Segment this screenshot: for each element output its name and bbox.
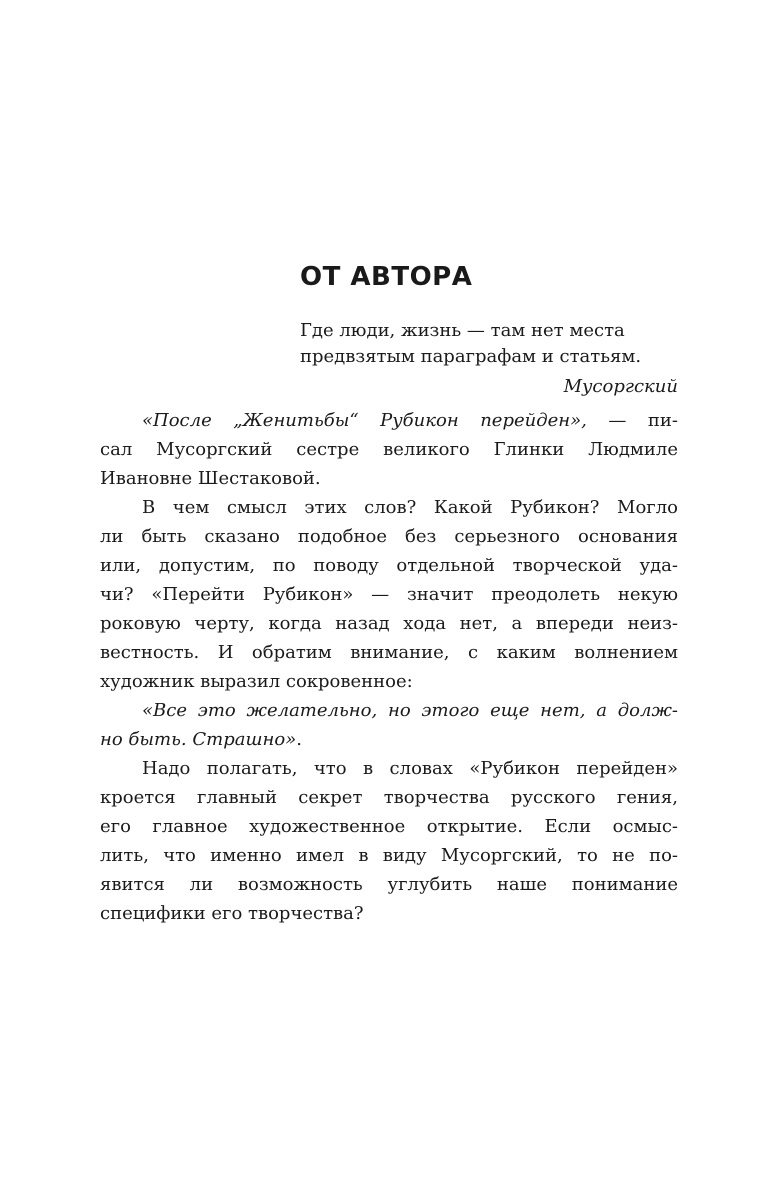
paragraph-line: его главное художественное открытие. Если осмыс- (100, 816, 678, 837)
paragraph-line (100, 406, 678, 435)
paragraph-line: ли быть сказано подобное без серьезного основания (100, 526, 678, 547)
paragraph-line: художник выразил сокровенное: (100, 671, 413, 692)
paragraph-line: Надо полагать, что в словах «Рубикон перейден» (142, 758, 678, 779)
chapter-heading: ОТ АВТОРА (300, 262, 473, 292)
quote-fragment: «После „Женитьбы“ Рубикон перейден», (142, 410, 587, 431)
paragraph-line: роковую черту, когда назад хода нет, а впереди неиз- (100, 613, 678, 634)
quote-fragment: но быть. Страшно» (100, 729, 297, 750)
paragraph-line: или, допустим, по поводу отдельной творческой уда- (100, 555, 678, 576)
paragraph-line: сал Мусоргский сестре великого Глинки Людмиле (100, 439, 678, 460)
paragraph-line: лить, что именно имел в виду Мусоргский, то не по- (100, 845, 678, 866)
paragraph-line: В чем смысл этих слов? Какой Рубикон? Могло (142, 497, 678, 518)
text-fragment: — пи- (608, 410, 678, 431)
paragraph-line: вестность. И обратим внимание, с каким волнением (100, 642, 678, 663)
quote-line (100, 725, 678, 754)
paragraph-line: чи? «Перейти Рубикон» — значит преодолеть некую (100, 584, 678, 605)
epigraph-author: Мусоргский (563, 376, 678, 397)
text-fragment: . (296, 729, 302, 750)
quote-line: «Все это желательно, но этого еще нет, а долж- (142, 700, 678, 721)
epigraph (300, 318, 678, 400)
epigraph-line: Где люди, жизнь — там нет места (300, 320, 625, 341)
paragraph-line: Ивановне Шестаковой. (100, 468, 321, 489)
paragraph-line: кроется главный секрет творчества русского гения, (100, 787, 678, 808)
paragraph-line: явится ли возможность углубить наше понимание (100, 874, 678, 895)
epigraph-line: предвзятым параграфам и статьям. (300, 346, 642, 367)
paragraph-line: специфики его творчества? (100, 903, 364, 924)
body-text (100, 406, 678, 928)
